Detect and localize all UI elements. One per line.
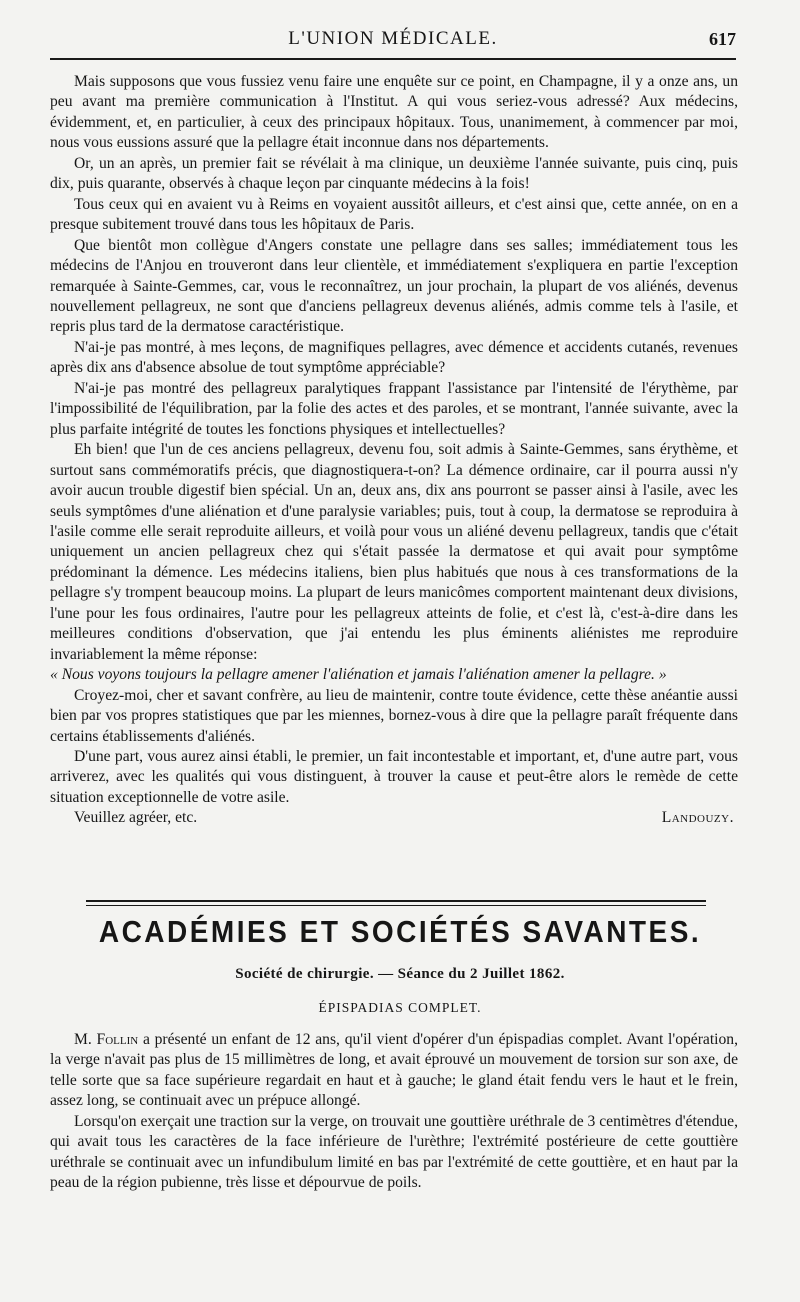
italian-quote: « Nous voyons toujours la pellagre amener l'aliénation et jamais l'aliénation amener la pellagre. »	[50, 666, 667, 684]
section-divider	[86, 900, 706, 906]
article-paragraph-text: a présenté un enfant de 12 ans, qu'il vient d'opérer d'un épispadias complet. Avant l'opération, la verge n'avait pas plus de 15 millimètres de long, et avait éprouvé un mouvement de torsion sur son axe, de telle sorte que sa face supérieure regardait en haut et à gauche; le gland était fendu vers le haut et le frein, assez long, se continuait avec un prépuce allongé.	[50, 1031, 738, 1110]
page-number: 617	[709, 29, 736, 49]
author-signature: Landouzy.	[661, 809, 734, 827]
letter-paragraph: Eh bien! que l'un de ces anciens pellagreux, devenu fou, soit admis à Sainte-Gemmes, sans érythème, et surtout sans commémoratifs précis, que diagnostiquera-t-on? La démence ordinaire, car il pourra aussi n'y avoir aucun trouble digestif bien spécial. Un an, deux ans, dix ans pourront se passer ainsi à l'asile, avec les seuls symptômes d'une aliénation et d'une paralysie variables; puis, tout à coup, la dermatose se reproduira à l'asile comme elle serait reproduite ailleurs, et voilà pour vous un aliéné devenu pellagreux, tandis que c'était uniquement un ancien pellagreux chez qui s'était passée la dermatose et qui avait pour symptôme prédominant la démence. Les médecins italiens, bien plus habitués que nous à ces transformations de la pellagre s'y trompent beaucoup moins. La plupart de leurs manicômes comportent maintenant deux divisions, l'une pour les fous ordinaires, l'autre pour les pellagreux atteints de folie, et c'est là, c'est-à-dire dans les meilleures conditions d'observation, que j'ai entendu les plus éminents aliénistes me reproduire invariablement la même réponse:	[50, 441, 738, 663]
letter-paragraph: Croyez-moi, cher et savant confrère, au lieu de maintenir, contre toute évidence, cette thèse anéantie aussi bien par vos propres statistiques que par les miennes, bornez-vous à dire que la pellagre paraît fréquente dans certains établissements d'aliénés.	[50, 686, 738, 745]
running-header	[50, 24, 736, 60]
letter-paragraph: N'ai-je pas montré des pellagreux paralytiques frappant l'assistance par l'intensité de l'érythème, par l'impossibilité de l'équilibration, par la folie des actes et des paroles, et se montrant, l'année suivante, avec la plus parfaite intégrité de toutes les fonctions physiques et intellectuelles?	[50, 379, 738, 438]
letter-signoff	[50, 808, 738, 828]
journal-title: L'UNION MÉDICALE.	[288, 28, 498, 49]
letter-paragraph: Mais supposons que vous fussiez venu faire une enquête sur ce point, en Champagne, il y a onze ans, un peu avant ma première communication à l'Institut. A qui vous seriez-vous adressé? Aux médecins, évidemment, et, en particulier, à ceux des principaux hôpitaux. Tous, unanimement, à commencer par moi, nous vous eussions assuré que la pellagre était inconnue dans nos départements.	[50, 73, 738, 152]
letter-paragraph: N'ai-je pas montré, à mes leçons, de magnifiques pellagres, avec démence et accidents cutanés, revenues après dix ans d'absence absolue de tout symptôme appréciable?	[50, 338, 738, 377]
closing-formula: Veuillez agréer, etc.	[74, 809, 198, 827]
letter-paragraph: Tous ceux qui en avaient vu à Reims en voyaient aussitôt ailleurs, et c'est ainsi que, cette année, on en a presque subitement trouvé dans tous les hôpitaux de Paris.	[50, 195, 738, 234]
letter-body	[50, 72, 738, 829]
letter-paragraph: D'une part, vous aurez ainsi établi, le premier, un fait incontestable et important, et, d'une autre part, vous arriverez, avec les qualités qui vous distinguent, à trouver la cause et peut-être alors le remède de cette situation exceptionnelle de votre asile.	[50, 747, 738, 806]
article-paragraph: Lorsqu'on exerçait une traction sur la verge, on trouvait une gouttière uréthrale de 3 centimètres d'étendue, qui avait tous les caractères de la face inférieure de l'urèthre; l'extrémité postérieure de cette gouttière uréthrale se continuait avec un infundibulum limité en bas par l'extrémité de cette gouttière, et en haut par la peau de la région pubienne, très lisse et dépourvue de poils.	[50, 1112, 738, 1192]
article-paragraph	[50, 1030, 738, 1112]
article-author: M. Follin	[74, 1031, 139, 1048]
section-title: ACADÉMIES ET SOCIÉTÉS SAVANTES.	[98, 914, 702, 949]
letter-paragraph: Que bientôt mon collègue d'Angers constate une pellagre dans ses salles; immédiatement tous les médecins de l'Anjou en trouveront dans leur clientèle, et immédiatement s'expliquera en partie l'exception remarquée à Sainte-Gemmes, car, vous le reconnaîtrez, un jour prochain, la plupart de vos aliénés, devenus nouvellement pellagreux, ne sont que d'anciens pellagreux devenus aliénés, admis comme tels à l'asile, et repris plus tard de la dermatose caractéristique.	[50, 236, 738, 336]
article-subtitle: ÉPISPADIAS COMPLET.	[318, 1000, 482, 1015]
letter-paragraph: Or, un an après, un premier fait se révélait à ma clinique, un deuxième l'année suivante, puis cinq, puis dix, puis quarante, observés à chaque leçon par cinquante médecins à la fois!	[50, 154, 738, 193]
article-body	[50, 1030, 738, 1194]
society-session-heading: Société de chirurgie. — Séance du 2 Juillet 1862.	[235, 966, 565, 982]
